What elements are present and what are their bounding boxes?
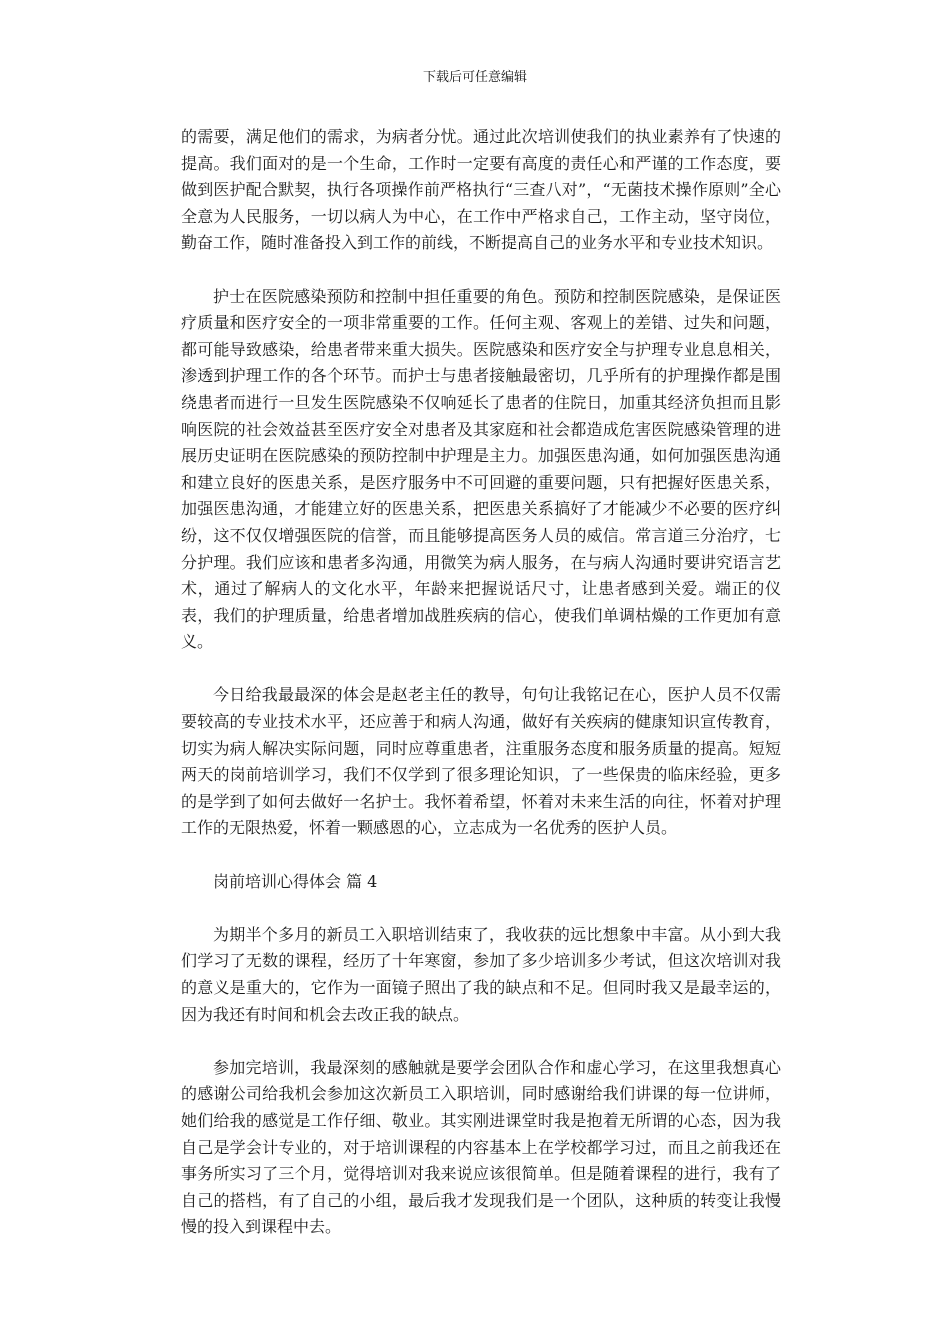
paragraph-continuation: 的需要，满足他们的需求，为病者分忧。通过此次培训使我们的执业素养有了快速的提高。我们面对的是一个生命，工作时一定要有高度的责任心和严谨的工作态度，要做到医护配合默契，执行各项操作前严格执行“三查八对”，“无菌技术操作原则”全心全意为人民服务，一切以病人为中心，在工作中严格求自己，工作主动，坚守岗位，勤奋工作，随时准备投入到工作的前线，不断提高自己的业务水平和专业技术知识。 [181,127,781,253]
paragraph-training-summary: 为期半个多月的新员工入职培训结束了，我收获的远比想象中丰富。从小到大我们学习了无数的课程，经历了十年寒窗，参加了多少培训多少考试，但这次培训对我的意义是重大的，它作为一面镜子照出了我的缺点和不足。但同时我又是最幸运的，因为我还有时间和机会去改正我的缺点。 [181,924,781,1024]
paragraph-teamwork: 参加完培训，我最深刻的感触就是要学会团队合作和虚心学习，在这里我想真心的感谢公司给我机会参加这次新员工入职培训，同时感谢给我们讲课的每一位讲师，她们给我的感觉是工作仔细、敬业。其实刚进课堂时我是抱着无所谓的心态，因为我自己是学会计专业的，对于培训课程的内容基本上在学校都学习过，而且之前我还在事务所实习了三个月，觉得培训对我来说应该很简单。但是随着课程的进行，我有了自己的搭档，有了自己的小组，最后我才发现我们是一个团队，这种质的转变让我慢慢的投入到课程中去。 [181,1057,781,1237]
paragraph-deepest-impression: 今日给我最最深的体会是赵老主任的教导，句句让我铭记在心，医护人员不仅需要较高的专业技术水平，还应善于和病人沟通，做好有关疾病的健康知识宣传教育，切实为病人解决实际问题，同时应尊重患者，注重服务态度和服务质量的提高。短短两天的岗前培训学习，我们不仅学到了很多理论知识，了一些保贵的临床经验，更多的是学到了如何去做好一名护士。我怀着希望，怀着对未来生活的向往，怀着对护理工作的无限热爱，怀着一颗感恩的心，立志成为一名优秀的医护人员。 [181,685,781,838]
section-title: 岗前培训心得体会 篇 4 [213,871,378,891]
page-header: 下载后可任意编辑 [422,70,527,85]
paragraph-infection-control: 护士在医院感染预防和控制中担任重要的角色。预防和控制医院感染，是保证医疗质量和医疗安全的一项非常重要的工作。任何主观、客观上的差错、过失和问题，都可能导致感染，给患者带来重大损失。医院感染和医疗安全与护理专业息息相关，渗透到护理工作的各个环节。而护士与患者接触最密切，几乎所有的护理操作都是围绕患者而进行一旦发生医院感染不仅响延长了患者的住院日，加重其经济负担而且影响医院的社会效益甚至医疗安全对患者及其家庭和社会都造成危害医院感染管理的进展历史证明在医院感染的预防控制中护理是主力。加强医患沟通，如何加强医患沟通和建立良好的医患关系，是医疗服务中不可回避的重要问题，只有把握好医患关系，加强医患沟通，才能建立好的医患关系，把医患关系搞好了才能减少不必要的医疗纠纷，这不仅仅增强医院的信誉，而且能够提高医务人员的威信。常言道三分治疗，七分护理。我们应该和患者多沟通，用微笑为病人服务，在与病人沟通时要讲究语言艺术，通过了解病人的文化水平，年龄来把握说话尺寸，让患者感到关爱。端正的仪表，我们的护理质量，给患者增加战胜疾病的信心，使我们单调枯燥的工作更加有意义。 [181,286,781,652]
document-body [181,124,781,1268]
